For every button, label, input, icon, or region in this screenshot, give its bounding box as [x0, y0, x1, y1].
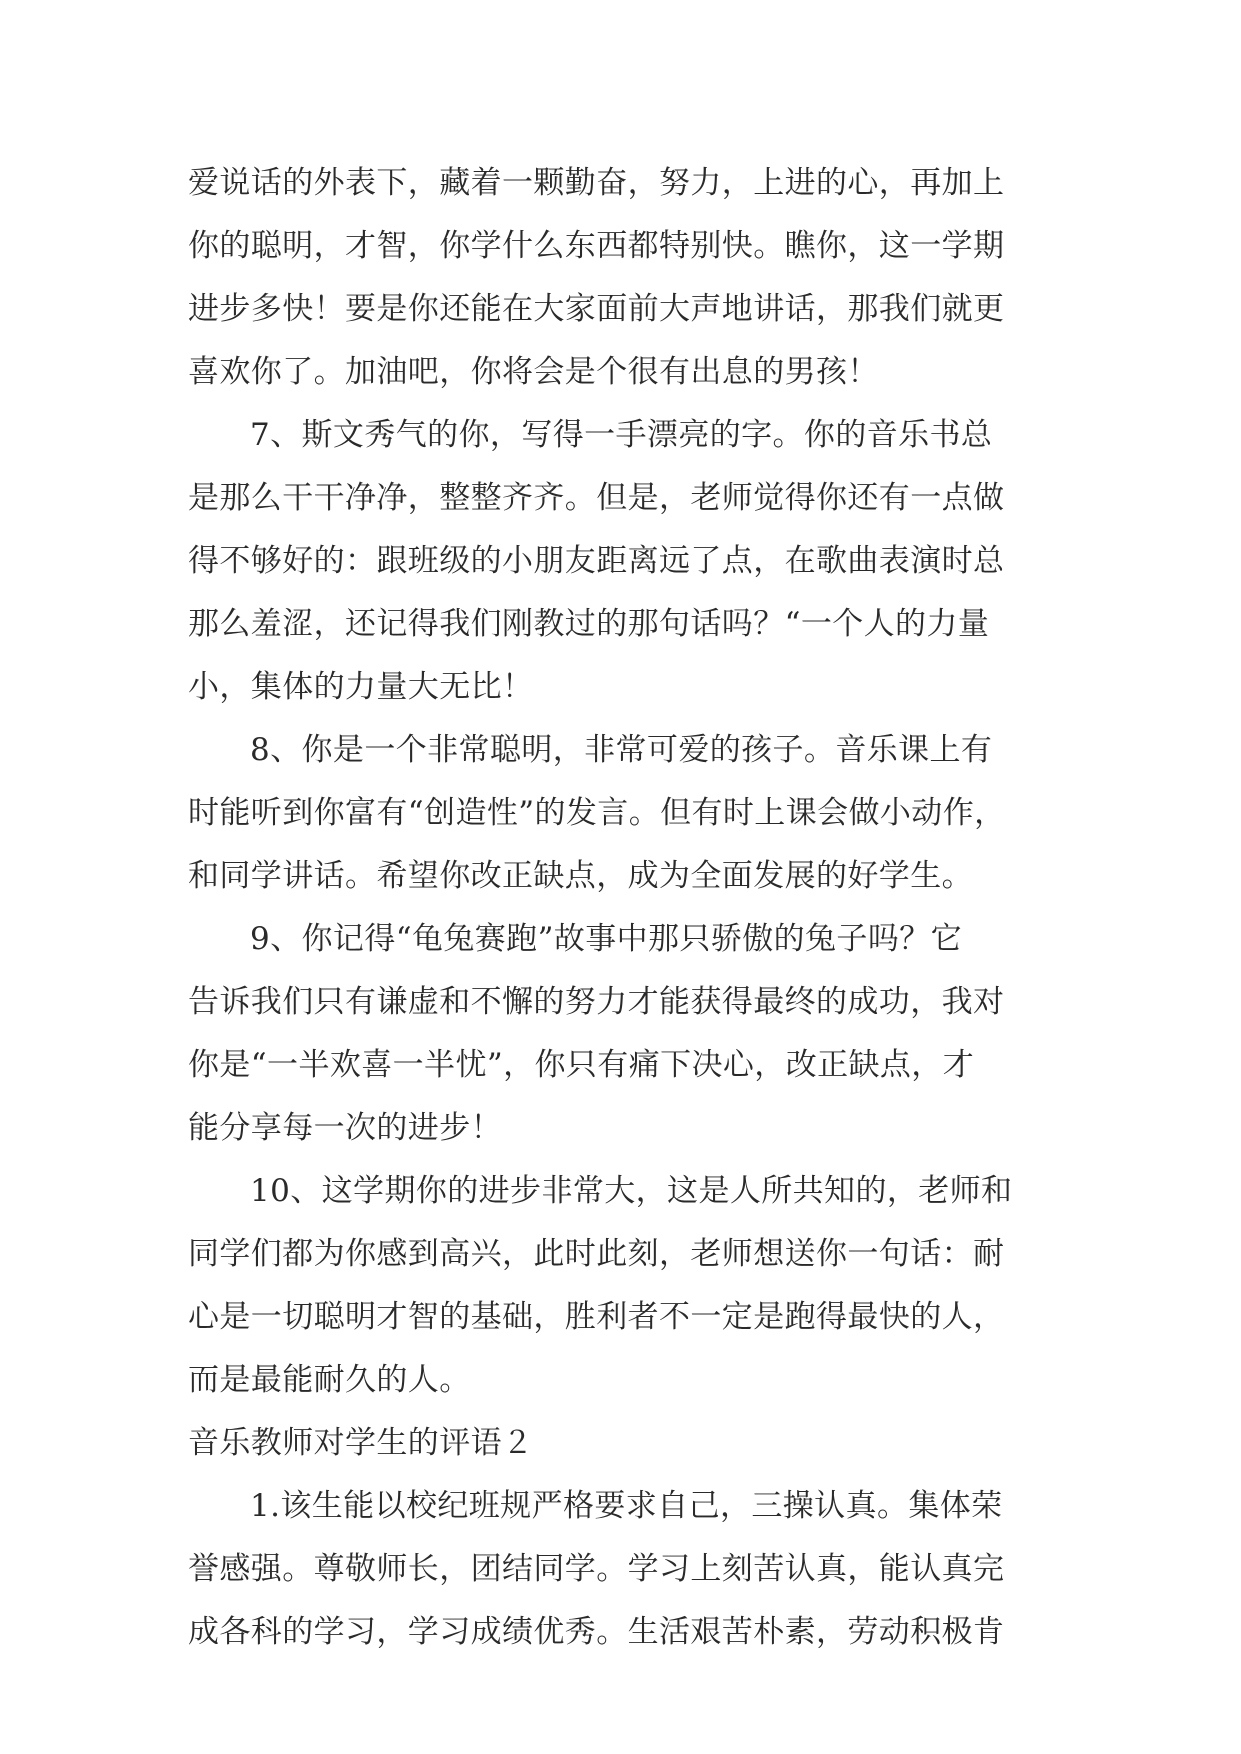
text-line: 能分享每一次的进步！ [188, 1110, 502, 1146]
text-line: 10、这学期你的进步非常大，这是人所共知的，老师和 [250, 1173, 1013, 1209]
text-line: 喜欢你了。加油吧，你将会是个很有出息的男孩！ [188, 354, 879, 390]
text-line: 同学们都为你感到高兴，此时此刻，老师想送你一句话：耐 [188, 1236, 1005, 1272]
text-line: 而是最能耐久的人。 [188, 1362, 471, 1398]
text-line: 得不够好的：跟班级的小朋友距离远了点，在歌曲表演时总 [188, 543, 1005, 579]
text-line: 心是一切聪明才智的基础，胜利者不一定是跑得最快的人， [188, 1299, 1005, 1335]
text-line: 8、你是一个非常聪明，非常可爱的孩子。音乐课上有 [250, 732, 993, 768]
text-line: 9、你记得“龟兔赛跑”故事中那只骄傲的兔子吗？它 [250, 921, 963, 957]
text-line: 告诉我们只有谦虚和不懈的努力才能获得最终的成功，我对 [188, 984, 1005, 1020]
document-page [188, 152, 1058, 1664]
text-line: 是那么干干净净，整整齐齐。但是，老师觉得你还有一点做 [188, 480, 1005, 516]
text-line: 你的聪明，才智，你学什么东西都特别快。瞧你，这一学期 [188, 228, 1005, 264]
text-line: 7、斯文秀气的你，写得一手漂亮的字。你的音乐书总 [250, 417, 993, 453]
section-heading: 音乐教师对学生的评语２ [188, 1425, 534, 1461]
text-line: 你是“一半欢喜一半忧”，你只有痛下决心，改正缺点，才 [188, 1047, 975, 1083]
text-line: 爱说话的外表下，藏着一颗勤奋，努力，上进的心，再加上 [188, 165, 1005, 201]
text-line: 那么羞涩，还记得我们刚教过的那句话吗？“一个人的力量 [188, 606, 990, 642]
text-line: 进步多快！要是你还能在大家面前大声地讲话，那我们就更 [188, 291, 1005, 327]
text-line: 成各科的学习，学习成绩优秀。生活艰苦朴素，劳动积极肯 [188, 1614, 1005, 1650]
text-line: 小，集体的力量大无比！ [188, 669, 534, 705]
text-line: 1.该生能以校纪班规严格要求自己，三操认真。集体荣 [250, 1488, 1003, 1524]
text-line: 誉感强。尊敬师长，团结同学。学习上刻苦认真，能认真完 [188, 1551, 1005, 1587]
text-line: 和同学讲话。希望你改正缺点，成为全面发展的好学生。 [188, 858, 973, 894]
text-line: 时能听到你富有“创造性”的发言。但有时上课会做小动作， [188, 795, 1006, 831]
